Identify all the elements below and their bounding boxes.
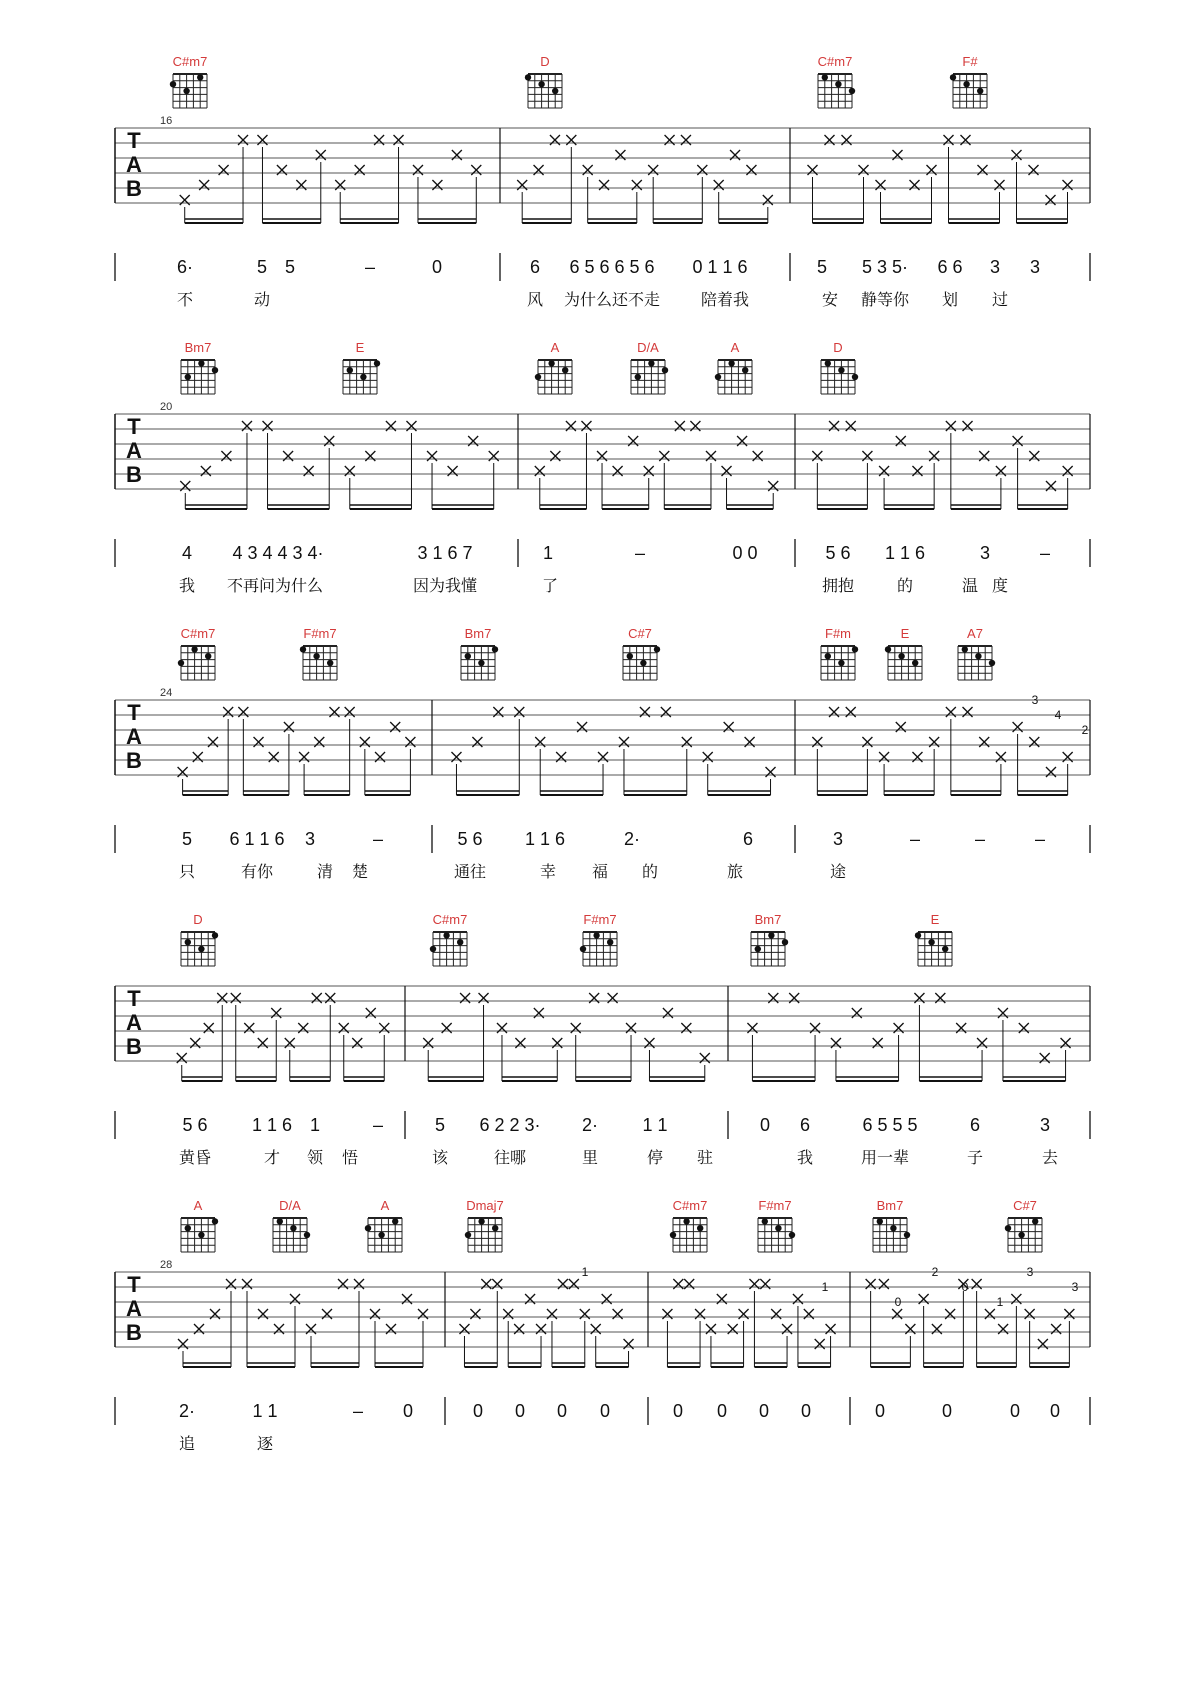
jianpu-note: 5 6 [825,543,851,563]
tab-system [115,340,1090,595]
chord-name: A [380,1198,390,1213]
chord-finger-dot [975,653,981,659]
fret-number: 3 [1031,693,1039,707]
jianpu-note: 5 [284,257,296,277]
chord-name: Bm7 [754,912,782,927]
chord-finger-dot [492,1225,498,1231]
jianpu-note: 0 [1049,1401,1061,1421]
tab-clef-letter: B [126,748,142,773]
chord-finger-dot [198,1232,204,1238]
chord-finger-dot [443,932,449,938]
chord-finger-dot [1018,1232,1024,1238]
chord-finger-dot [825,653,831,659]
lyric-text: 福 [591,862,609,881]
tab-clef-letter: A [126,724,142,749]
jianpu-note: 6 [529,257,541,277]
chord-finger-dot [768,932,774,938]
lyric-text: 有你 [240,862,274,881]
chord-finger-dot [170,81,176,87]
chord-finger-dot [648,360,654,366]
chord-name: E [930,912,940,927]
chord-finger-dot [374,360,380,366]
chord-name: E [355,340,365,355]
tab-system [115,1198,1090,1453]
jianpu-note: 4 [181,543,193,563]
chord-diagram [181,1218,218,1252]
tab-clef-letter: A [126,438,142,463]
lyric-text: 的 [896,576,914,595]
chord-finger-dot [191,646,197,652]
chord-finger-dot [205,653,211,659]
tab-clef-letter: T [127,128,141,153]
jianpu-note: 5 [256,257,268,277]
jianpu-note: 0 [514,1401,526,1421]
chord-diagram [465,1218,502,1252]
chord-finger-dot [849,88,855,94]
chord-finger-dot [552,88,558,94]
chord-finger-dot [277,1218,283,1224]
chord-finger-dot [950,74,956,80]
tab-clef-letter: T [127,986,141,1011]
chord-finger-dot [838,660,844,666]
chord-finger-dot [627,653,633,659]
jianpu-note: 2· [581,1115,599,1135]
fret-number: 3 [1026,1265,1034,1279]
chord-finger-dot [378,1232,384,1238]
chord-finger-dot [989,660,995,666]
lyric-text: 我 [178,576,196,595]
lyric-text: 楚 [351,862,369,881]
chord-finger-dot [885,646,891,652]
chord-diagram [818,74,855,108]
jianpu-note: 2· [178,1401,196,1421]
chord-diagram [178,646,215,680]
jianpu-note: – [352,1401,364,1421]
lyric-text: 风 [526,290,544,309]
chord-finger-dot [715,374,721,380]
chord-diagram [623,646,660,680]
lyric-text: 悟 [341,1148,359,1167]
tab-clef-letter: B [126,1034,142,1059]
chord-finger-dot [185,374,191,380]
jianpu-note: – [974,829,986,849]
chord-finger-dot [789,1232,795,1238]
jianpu-note: – [364,257,376,277]
chord-finger-dot [640,660,646,666]
chord-finger-dot [963,81,969,87]
lyric-text: 追 [178,1434,196,1453]
chord-finger-dot [822,74,828,80]
jianpu-note: 5 [181,829,193,849]
chord-finger-dot [392,1218,398,1224]
jianpu-note: – [1034,829,1046,849]
tab-clef-letter: B [126,176,142,201]
measure-number: 16 [160,115,173,127]
chord-diagram [631,360,668,394]
chord-finger-dot [593,932,599,938]
chord-diagram [430,932,467,966]
jianpu-note: 1 1 [252,1401,278,1421]
chord-diagram [343,360,380,394]
chord-name: Bm7 [876,1198,904,1213]
jianpu-note: 0 [402,1401,414,1421]
jianpu-note: – [372,829,384,849]
chord-finger-dot [912,660,918,666]
lyric-text: 往哪 [493,1148,527,1167]
fret-number: 3 [1071,1280,1079,1294]
chord-finger-dot [465,653,471,659]
tab-clef-letter: B [126,1320,142,1345]
lyric-text: 逐 [256,1434,274,1453]
chord-finger-dot [898,653,904,659]
tab-clef-letter: T [127,414,141,439]
lyric-text: 动 [253,290,271,309]
chord-name: F#m7 [758,1198,792,1213]
chord-name: Bm7 [184,340,212,355]
chord-finger-dot [742,367,748,373]
chord-finger-dot [654,646,660,652]
lyric-text: 我 [796,1148,814,1167]
chord-finger-dot [548,360,554,366]
lyric-text: 不再问为什么 [226,576,324,595]
jianpu-note: 6 6 [937,257,963,277]
chord-finger-dot [562,367,568,373]
lyric-text: 度 [991,576,1009,595]
jianpu-note: 3 [979,543,991,563]
chord-finger-dot [478,1218,484,1224]
jianpu-note: 0 [759,1115,771,1135]
lyric-text: 黄昏 [178,1148,212,1167]
jianpu-note: – [634,543,646,563]
chord-diagram [915,932,952,966]
chord-finger-dot [662,367,668,373]
lyric-text: 因为我懂 [412,576,478,595]
chord-diagram [670,1218,707,1252]
lyric-text: 陪着我 [700,290,750,309]
chord-name: F#m7 [583,912,617,927]
chord-finger-dot [178,660,184,666]
chord-name: E [900,626,910,641]
chord-finger-dot [185,1225,191,1231]
chord-finger-dot [360,374,366,380]
chord-name: A [550,340,560,355]
chord-finger-dot [197,74,203,80]
chord-diagram [758,1218,795,1252]
measure-number: 24 [160,687,173,699]
chord-name: D/A [279,1198,301,1213]
jianpu-note: 6 1 1 6 [229,829,285,849]
jianpu-note: 1 1 6 [884,543,926,563]
lyric-text: 清 [316,862,334,881]
jianpu-note: – [372,1115,384,1135]
chord-finger-dot [290,1225,296,1231]
lyric-text: 静等你 [860,290,910,309]
chord-name: C#m7 [432,912,468,927]
chord-finger-dot [683,1218,689,1224]
chord-finger-dot [838,367,844,373]
jianpu-note: 0 [472,1401,484,1421]
lyric-text: 该 [431,1148,449,1167]
chord-diagram [821,646,858,680]
chord-name: C#7 [1013,1198,1037,1213]
chord-name: C#m7 [817,54,853,69]
chord-diagram [181,360,218,394]
jianpu-note: 6 [742,829,754,849]
jianpu-note: 0 [941,1401,953,1421]
jianpu-note: 4 3 4 4 3 4· [232,543,324,563]
lyric-text: 领 [306,1148,324,1167]
chord-diagram [580,932,617,966]
jianpu-note: 0 0 [732,543,758,563]
chord-finger-dot [904,1232,910,1238]
chord-finger-dot [928,939,934,945]
chord-finger-dot [465,1232,471,1238]
chord-name: C#7 [628,626,652,641]
chord-finger-dot [300,646,306,652]
lyric-text: 了 [541,576,559,595]
fret-number: 1 [581,1265,589,1279]
chord-name: F#m [825,626,851,641]
chord-diagram [365,1218,402,1252]
chord-diagram [715,360,752,394]
chord-name: D [833,340,843,355]
fret-number: 0 [961,1280,969,1294]
chord-diagram [461,646,498,680]
chord-finger-dot [762,1218,768,1224]
lyric-text: 停 [646,1148,664,1167]
chord-finger-dot [430,946,436,952]
chord-finger-dot [198,946,204,952]
chord-diagram [525,74,562,108]
tab-clef-letter: A [126,1010,142,1035]
jianpu-note: 0 [599,1401,611,1421]
jianpu-note: 3 [832,829,844,849]
jianpu-note: 3 [1039,1115,1051,1135]
jianpu-note: 6 2 2 3· [479,1115,541,1135]
chord-finger-dot [755,946,761,952]
chord-name: C#m7 [172,54,208,69]
fret-number: 1 [996,1295,1004,1309]
tab-clef-letter: A [126,1296,142,1321]
lyric-text: 划 [941,290,959,309]
jianpu-note: 0 [716,1401,728,1421]
jianpu-note: 6 [969,1115,981,1135]
chord-diagram [181,932,218,966]
chord-name: F# [962,54,978,69]
jianpu-note: 1 1 6 [251,1115,293,1135]
lyric-text: 过 [991,290,1009,309]
chord-finger-dot [1005,1225,1011,1231]
jianpu-note: 1 1 6 [524,829,566,849]
tab-system [115,54,1090,309]
lyric-text: 才 [263,1148,281,1167]
chord-diagram [170,74,207,108]
chord-finger-dot [697,1225,703,1231]
chord-finger-dot [185,939,191,945]
chord-finger-dot [607,939,613,945]
chord-finger-dot [304,1232,310,1238]
chord-name: C#m7 [672,1198,708,1213]
lyric-text: 幸 [539,862,557,881]
tab-system [115,912,1090,1167]
jianpu-note: 2· [623,829,641,849]
jianpu-note: 0 [672,1401,684,1421]
lyric-text: 用一辈 [860,1148,910,1167]
chord-finger-dot [890,1225,896,1231]
jianpu-note: 3 [304,829,316,849]
lyric-text: 不 [176,290,194,309]
chord-finger-dot [962,646,968,652]
chord-finger-dot [852,646,858,652]
chord-finger-dot [1032,1218,1038,1224]
lyric-text: 旅 [726,862,744,881]
chord-finger-dot [183,88,189,94]
jianpu-note: 6 5 5 5 [862,1115,918,1135]
chord-name: Bm7 [464,626,492,641]
fret-number: 2 [931,1265,939,1279]
tab-system [115,626,1090,881]
chord-diagram [873,1218,910,1252]
tab-clef-letter: T [127,700,141,725]
chord-diagram [885,646,922,680]
chord-finger-dot [728,360,734,366]
tab-clef-letter: A [126,152,142,177]
chord-diagram [751,932,788,966]
tab-clef-letter: T [127,1272,141,1297]
tab-clef-letter: B [126,462,142,487]
chord-name: D [193,912,203,927]
jianpu-note: 3 1 6 7 [417,543,473,563]
lyric-text: 的 [641,862,659,881]
chord-finger-dot [782,939,788,945]
jianpu-note: 6 5 6 6 5 6 [569,257,655,277]
lyric-text: 驻 [696,1148,714,1167]
chord-name: A [730,340,740,355]
chord-name: F#m7 [303,626,337,641]
chord-finger-dot [457,939,463,945]
chord-diagram [1005,1218,1042,1252]
jianpu-note: 0 [800,1401,812,1421]
chord-finger-dot [538,81,544,87]
lyric-text: 为什么还不走 [563,290,661,309]
chord-finger-dot [212,932,218,938]
chord-finger-dot [492,646,498,652]
chord-finger-dot [915,932,921,938]
lyric-text: 途 [829,862,847,881]
fret-number: 2 [1081,723,1089,737]
chord-finger-dot [580,946,586,952]
chord-finger-dot [313,653,319,659]
chord-diagram [535,360,572,394]
jianpu-note: 5 6 [457,829,483,849]
chord-finger-dot [212,1218,218,1224]
jianpu-note: 5 [816,257,828,277]
chord-finger-dot [327,660,333,666]
chord-finger-dot [977,88,983,94]
lyric-text: 只 [178,862,196,881]
chord-finger-dot [347,367,353,373]
chord-diagram [958,646,995,680]
fret-number: 1 [821,1280,829,1294]
jianpu-note: 3 [989,257,1001,277]
chord-finger-dot [635,374,641,380]
chord-finger-dot [852,374,858,380]
chord-finger-dot [212,367,218,373]
jianpu-note: 5 [434,1115,446,1135]
chord-name: A [193,1198,203,1213]
jianpu-note: 0 [556,1401,568,1421]
jianpu-note: – [1039,543,1051,563]
fret-number: 4 [1054,708,1062,722]
chord-name: A7 [967,626,983,641]
chord-finger-dot [535,374,541,380]
jianpu-note: 3 [1029,257,1041,277]
jianpu-note: 1 [542,543,554,563]
fret-number: 0 [894,1295,902,1309]
jianpu-note: 5 6 [182,1115,208,1135]
jianpu-note: 0 [1009,1401,1021,1421]
jianpu-note: 0 1 1 6 [692,257,748,277]
chord-name: D [540,54,550,69]
lyric-text: 温 [961,576,979,595]
chord-name: D/A [637,340,659,355]
chord-diagram [950,74,987,108]
chord-finger-dot [825,360,831,366]
chord-finger-dot [198,360,204,366]
lyric-text: 拥抱 [821,576,855,595]
jianpu-note: 1 [309,1115,321,1135]
chord-finger-dot [525,74,531,80]
lyric-text: 里 [581,1148,599,1167]
lyric-text: 通往 [453,862,487,881]
lyric-text: 安 [821,290,839,309]
chord-diagram [821,360,858,394]
chord-name: Dmaj7 [466,1198,504,1213]
measure-number: 20 [160,401,173,413]
chord-finger-dot [835,81,841,87]
jianpu-note: 0 [874,1401,886,1421]
jianpu-note: – [909,829,921,849]
chord-finger-dot [478,660,484,666]
lyric-text: 去 [1041,1148,1059,1167]
chord-diagram [300,646,337,680]
jianpu-note: 0 [758,1401,770,1421]
measure-number: 28 [160,1259,173,1271]
jianpu-note: 6· [176,257,194,277]
jianpu-note: 1 1 [642,1115,668,1135]
chord-finger-dot [670,1232,676,1238]
jianpu-note: 0 [431,257,443,277]
chord-finger-dot [942,946,948,952]
chord-finger-dot [775,1225,781,1231]
chord-name: C#m7 [180,626,216,641]
lyric-text: 子 [966,1148,984,1167]
chord-finger-dot [877,1218,883,1224]
chord-diagram [273,1218,310,1252]
jianpu-note: 5 3 5· [861,257,909,277]
chord-finger-dot [365,1225,371,1231]
jianpu-note: 6 [799,1115,811,1135]
